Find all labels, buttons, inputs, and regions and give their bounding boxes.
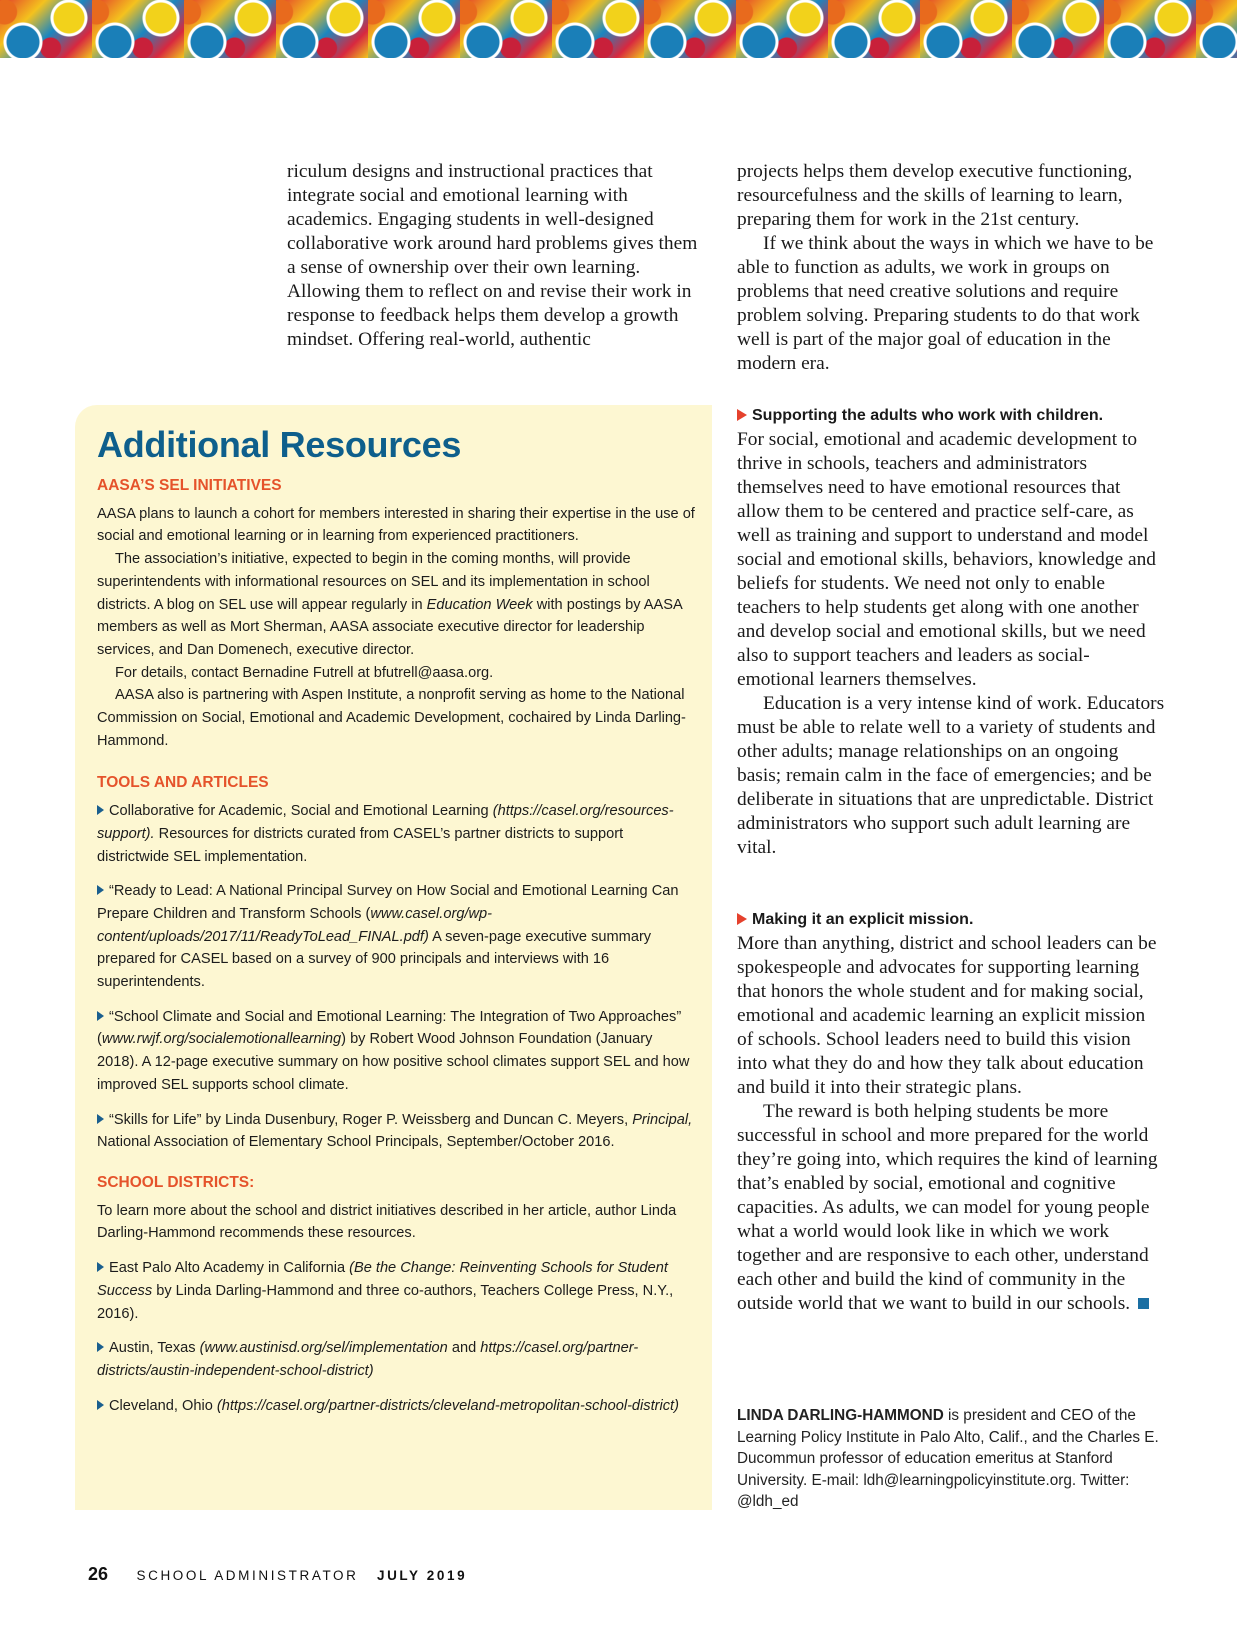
end-mark-icon [1138, 1298, 1149, 1309]
article-paragraph: More than anything, district and school leaders can be spokespeople and advocates for supporting learning that honors the whole student and for making social, emotional and academic learning an explicit mission of schools. School leaders need to build this vision into what they do and how they talk about education and build it into their strategic plans. [737, 933, 1157, 1098]
text-segment: ) by Robert Wood Johnson Foundation (January 2018). A 12-page executive summary on how positive school climates support SEL and how improved SEL supports school climate. [97, 1031, 690, 1093]
text-segment: Resources for districts curated from CASEL’s partner districts to support districtwide SEL implementation. [97, 825, 624, 865]
resource-item [97, 1109, 697, 1154]
article-paragraph: If we think about the ways in which we have to be able to function as adults, we work in groups on problems that need creative solutions and require problem solving. Preparing students to do that work well is part of the major goal of education in the modern era. [737, 233, 1154, 374]
italic-text: Principal, [632, 1111, 693, 1128]
resource-item [97, 1006, 697, 1097]
article-paragraph: projects helps them develop executive functioning, resourcefulness and the skills of learning to learn, preparing them for work in the 21st century. [737, 161, 1133, 230]
author-bio [737, 1405, 1167, 1513]
triangle-bullet-icon [97, 885, 104, 895]
italic-text: www.casel.org/wp-content/uploads/2017/11/ReadyToLead_FINAL.pdf) [97, 905, 493, 945]
triangle-bullet-icon [97, 1114, 104, 1124]
issue-date: JULY 2019 [376, 1568, 468, 1583]
sidebar-paragraph [97, 503, 697, 548]
text-segment: AASA also is partnering with Aspen Institute, a nonprofit serving as home to the National Commission on Social, Emotional and Academic Development, cochaired by Linda Darling-Hammond. [97, 687, 686, 749]
sidebar-paragraph [97, 1200, 697, 1245]
sidebar-paragraph [97, 548, 697, 662]
italic-text: (Be the Change: Reinventing Schools for Student Success [97, 1260, 668, 1299]
italic-text: (https://casel.org/partner-districts/cleveland-metropolitan-school-district) [216, 1397, 679, 1414]
page-footer [88, 1564, 467, 1585]
italic-text: https://casel.org/partner-districts/austin-independent-school-district) [97, 1340, 639, 1379]
sidebar-heading-tools: TOOLS AND ARTICLES [97, 774, 269, 792]
sidebar-heading-sel: AASA’S SEL INITIATIVES [97, 477, 282, 494]
text-segment: and [447, 1340, 481, 1357]
article-paragraph-text: The reward is both helping students be more successful in school and more prepared for the world they’re going into, which requires the kind of learning that’s enabled by social, emotional and cognitive capacities. As adults, we can model for young people what a world would look like in which we work together and are responsive to each other, understand each other and build the kind of community in the outside world that we want to build in our schools. [737, 1101, 1158, 1314]
author-bio-text: is president and CEO of the Learning Policy Institute in Palo Alto, Calif., and the Charles E. Ducommun professor of education emeritus at Stanford University. E-mail: ldh@learningpolicyinstitute.org. Twitter: @ldh_ed [737, 1407, 1159, 1510]
additional-resources-sidebar [75, 405, 712, 1510]
text-segment: Cleveland, Ohio [109, 1397, 217, 1414]
banner-edge [0, 58, 1237, 60]
section-supporting-adults [737, 404, 1165, 860]
section-explicit-mission [737, 908, 1165, 1316]
text-segment: with postings by AASA members as well as Mort Sherman, AASA associate executive director for leadership services, and Dan Domenech, executive director. [97, 596, 682, 658]
italic-text: Education Week [426, 596, 533, 613]
text-segment: A seven-page executive summary prepared for CASEL based on a survey of 900 principals and interviews with 16 superintendents. [97, 928, 652, 991]
triangle-bullet-icon [97, 1342, 104, 1352]
triangle-bullet-icon [97, 1011, 104, 1021]
article-column-left [287, 160, 705, 352]
italic-text: (www.austinisd.org/sel/implementation [199, 1340, 448, 1357]
triangle-bullet-icon [97, 1400, 104, 1410]
triangle-bullet-icon [737, 409, 747, 421]
text-segment: East Palo Alto Academy in California [109, 1260, 350, 1277]
italic-text: (https://casel.org/resources-support). [97, 803, 674, 842]
resource-item [97, 1337, 697, 1382]
resource-item [97, 800, 697, 868]
text-segment: “School Climate and Social and Emotional Learning: The Integration of Two Approaches” ( [97, 1008, 682, 1048]
page-number: 26 [88, 1564, 109, 1584]
text-segment: Austin, Texas [109, 1340, 200, 1357]
triangle-bullet-icon [97, 1262, 104, 1272]
article-paragraph [737, 1100, 1165, 1316]
triangle-bullet-icon [737, 913, 747, 925]
resource-item [97, 1257, 697, 1325]
section-heading [737, 908, 1165, 932]
article-paragraph: Education is a very intense kind of work. Educators must be able to relate well to a variety of students and other adults; manage relationships on an ongoing basis; remain calm in the face of emergencies; and be deliberate in situations that are unpredictable. District administrators who support such adult learning are vital. [737, 693, 1165, 858]
text-segment: For details, contact Bernadine Futrell at bfutrell@aasa.org. [115, 664, 494, 681]
magazine-name: SCHOOL ADMINISTRATOR [136, 1568, 359, 1583]
text-segment: “Ready to Lead: A National Principal Survey on How Social and Emotional Learning Can Prepare Children and Transform Schools ( [97, 883, 679, 922]
text-segment: by Linda Darling-Hammond and three co-authors, Teachers College Press, N.Y., 2016). [97, 1282, 674, 1322]
text-segment: “Skills for Life” by Linda Dusenbury, Roger P. Weissberg and Duncan C. Meyers, [109, 1111, 633, 1128]
section-heading-text: Supporting the adults who work with children. [752, 407, 1104, 424]
author-name: LINDA DARLING-HAMMOND [737, 1407, 944, 1424]
text-segment: National Association of Elementary School Principals, September/October 2016. [97, 1134, 615, 1151]
text-segment: AASA plans to launch a cohort for members interested in sharing their expertise in the use of social and emotional learning or in learning from experienced practitioners. [97, 505, 695, 545]
sidebar-paragraph [97, 662, 697, 685]
italic-text: www.rwjf.org/socialemotionallearning [101, 1031, 342, 1048]
article-column-right-intro [737, 160, 1165, 376]
decorative-banner [0, 0, 1237, 60]
resource-item [97, 1395, 697, 1418]
text-segment: To learn more about the school and district initiatives described in her article, author Linda Darling-Hammond recommends these resources. [97, 1202, 677, 1242]
resource-item [97, 880, 697, 994]
triangle-bullet-icon [97, 805, 104, 815]
text-segment: The association’s initiative, expected to begin in the coming months, will provide superintendents with informational resources on SEL and its implementation in school districts. A blog on SEL use will appear regularly in [97, 551, 650, 613]
section-heading [737, 404, 1165, 428]
text-segment: Collaborative for Academic, Social and Emotional Learning [109, 803, 493, 820]
article-paragraph: For social, emotional and academic development to thrive in schools, teachers and administrators themselves need to have emotional resources that allow them to be centered and practice self-care, as well as training and support to understand and model social and emotional skills, behaviors, knowledge and beliefs for students. We need not only to enable teachers to help students get along with one another and develop social and emotional skills, but we need also to support teachers and leaders as social-emotional learners themselves. [737, 429, 1156, 690]
article-paragraph: riculum designs and instructional practices that integrate social and emotional learning with academics. Engaging students in well-designed collaborative work around hard problems gives them a sense of ownership over their own learning. Allowing them to reflect on and revise their work in response to feedback helps them develop a growth mindset. Offering real-world, authentic [287, 161, 698, 350]
sidebar-paragraph [97, 684, 697, 752]
section-heading-text: Making it an explicit mission. [752, 911, 974, 928]
sidebar-title: Additional Resources [97, 424, 462, 465]
sidebar-heading-districts: SCHOOL DISTRICTS: [97, 1173, 255, 1191]
